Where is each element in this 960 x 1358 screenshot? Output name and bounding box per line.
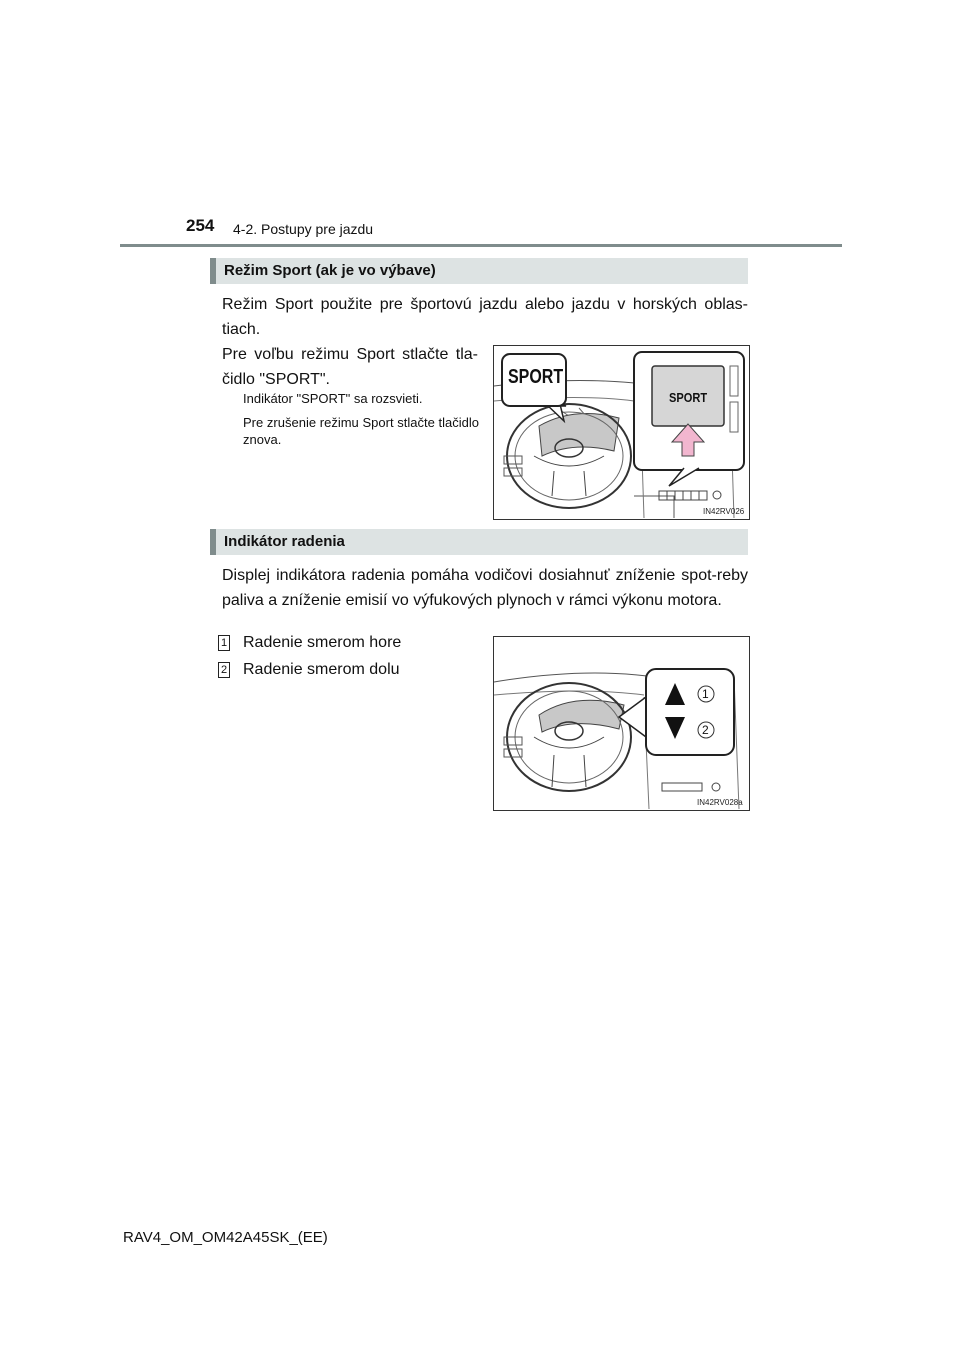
header-rule: [120, 244, 842, 247]
sport-figure: [493, 345, 750, 520]
shift-up-marker: 1: [702, 687, 709, 701]
section-accent: [210, 529, 216, 555]
figure-code: IN42RV026: [703, 507, 745, 516]
figure-code: IN42RV028a: [697, 798, 743, 807]
sport-callout-label: SPORT: [508, 366, 564, 388]
sport-note-cancel: Pre zrušenie režimu Sport stlačte tlačidlo znova.: [243, 415, 479, 447]
shift-item-up: Radenie smerom hore: [243, 634, 402, 651]
document-id: RAV4_OM_OM42A45SK_(EE): [123, 1229, 328, 1246]
shift-figure: [493, 636, 750, 811]
sport-note-indicator: Indikátor "SPORT" sa rozsvieti.: [243, 391, 423, 406]
section-title: Režim Sport (ak je vo výbave): [224, 262, 436, 279]
shift-item-down: Radenie smerom dolu: [243, 661, 400, 678]
page-number: 254: [186, 216, 215, 235]
section-header-shift: [210, 529, 748, 555]
sport-instruction: Pre voľbu režimu Sport stlačte tla-čidlo "SPORT".: [222, 346, 478, 388]
chapter-title: 4-2. Postupy pre jazdu: [233, 221, 374, 237]
item-number-badge: 2: [218, 662, 230, 678]
section-header-sport: [210, 258, 748, 284]
sport-intro: Režim Sport použite pre športovú jazdu alebo jazdu v horských oblas-tiach.: [222, 296, 748, 338]
section-accent: [210, 258, 216, 284]
section-title: Indikátor radenia: [224, 533, 345, 550]
item-number-badge: 1: [218, 635, 230, 651]
sport-button-label: SPORT: [669, 390, 708, 405]
shift-intro: Displej indikátora radenia pomáha vodičovi dosiahnuť zníženie spot-reby paliva a zníženie emisií vo výfukových plynoch v rámci výkonu motora.: [222, 567, 748, 609]
shift-down-marker: 2: [702, 723, 709, 737]
dashboard-illustration: [494, 637, 749, 810]
